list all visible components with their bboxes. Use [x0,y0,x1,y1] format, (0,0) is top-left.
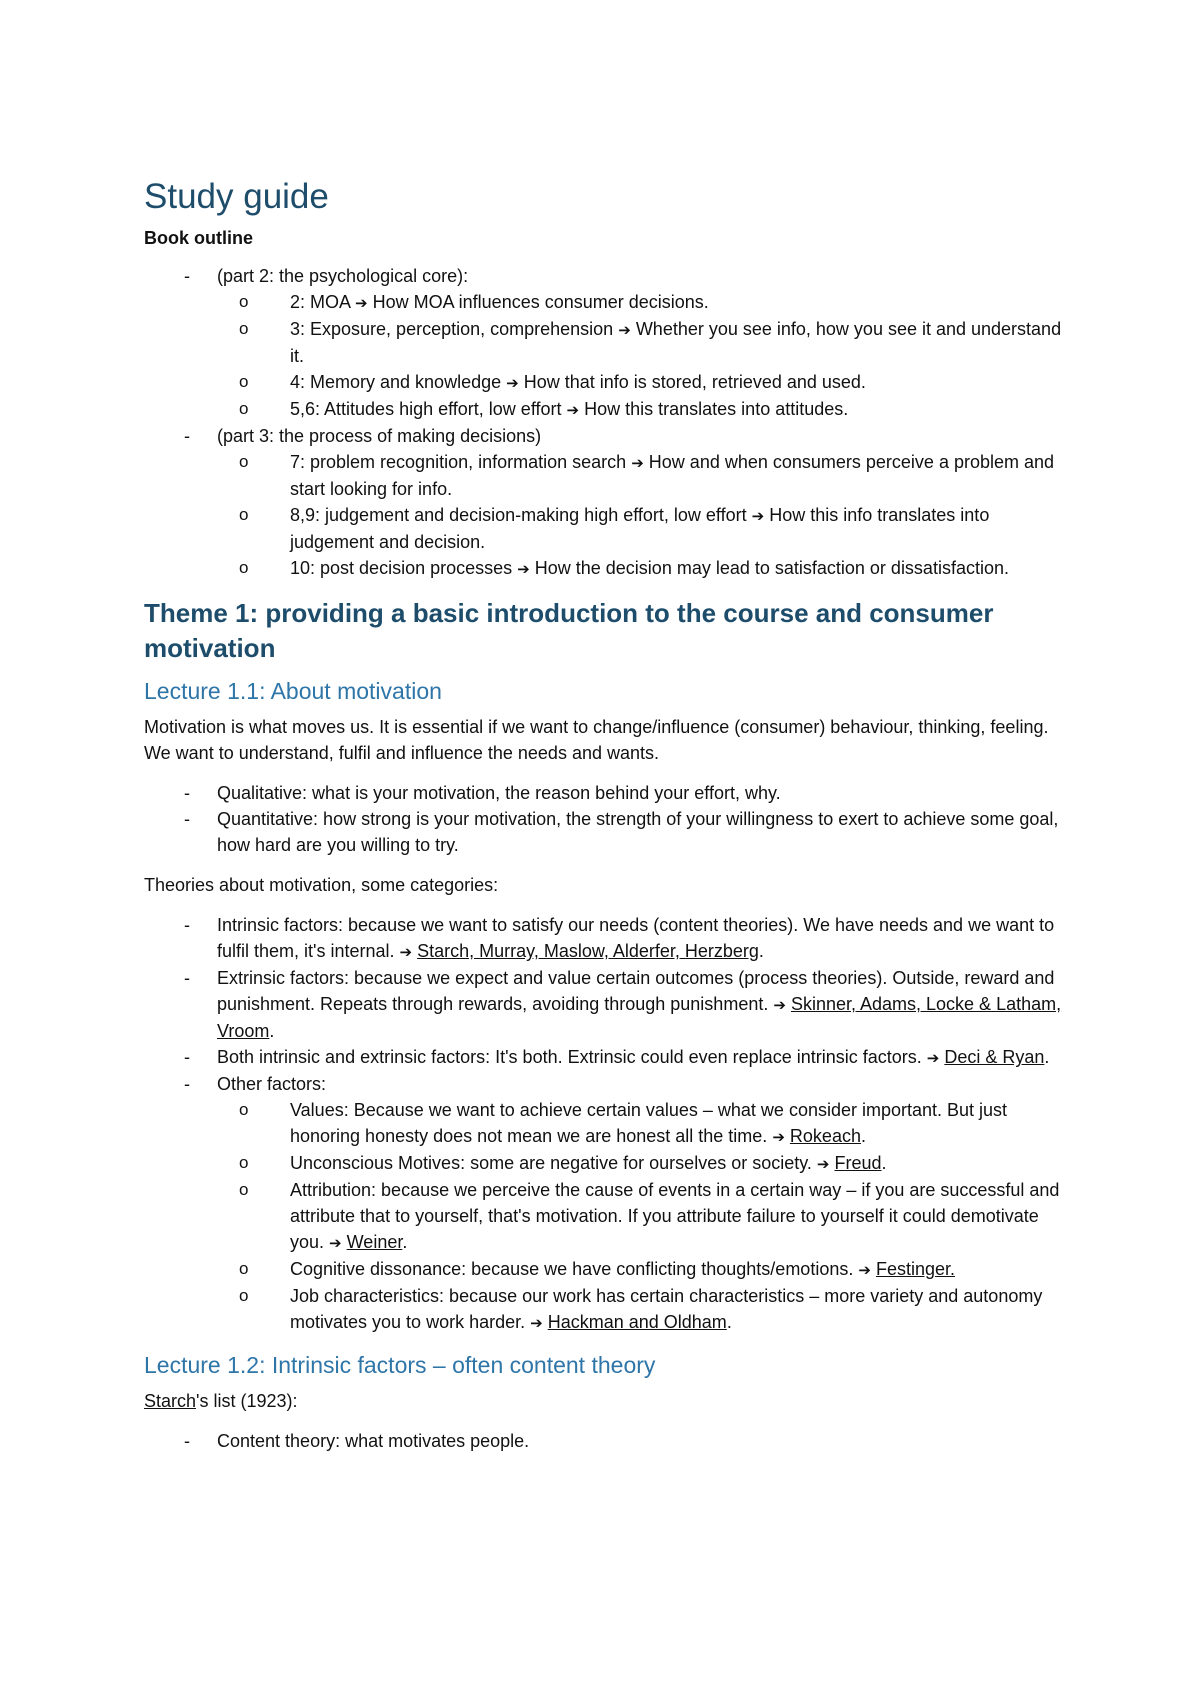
list-item [217,1150,1064,1177]
factor-text: Extrinsic factors: because we expect and value certain outcomes (process theories). Outside, reward and punishment. Repeats through rewards, avoiding through punishment. [217,968,1055,1015]
document-title: Study guide [144,177,329,216]
list-item [144,912,1064,965]
list-item [217,369,1064,396]
list-item [217,555,1064,582]
author-reference: Freud [834,1153,882,1174]
dash-bullet: - [184,266,190,287]
trailing-punctuation: . [860,1126,866,1147]
book-outline-list [144,263,1064,582]
trailing-punctuation: . [402,1232,408,1253]
dash-bullet: - [184,1047,190,1068]
arrow-icon: ➔ [926,1049,940,1068]
arrow-icon: ➔ [618,321,631,340]
lecture-1-1-intro: Motivation is what moves us. It is essential if we want to change/influence (consumer) behaviour, thinking, feeling. We want to understand, fulfil and influence the needs and wants. [144,717,1049,764]
list-item [217,1177,1064,1256]
chapter-description: How this translates into attitudes. [584,399,849,420]
arrow-icon: ➔ [517,560,530,579]
dash-bullet: - [184,1431,190,1452]
author-reference: Skinner, Adams, Locke & Latham, Vroom [217,994,1062,1042]
list-item [144,965,1064,1044]
theme-1-heading: Theme 1: providing a basic introduction to the course and consumer motivation [144,598,994,664]
bullet-text: Qualitative: what is your motivation, the reason behind your effort, why. [217,783,781,804]
list-item [217,1256,1064,1283]
circle-bullet: o [239,1259,249,1279]
circle-bullet: o [239,1180,249,1200]
list-item [144,263,1064,423]
factor-text: Attribution: because we perceive the cause of events in a certain way – if you are successful and attribute that to yourself, that's motivation. If you attribute failure to yourself it could demotivate you. [290,1180,1060,1253]
author-reference: Deci & Ryan [944,1047,1045,1068]
list-item [144,806,1064,858]
list-item [144,1428,1064,1454]
outline-sublist [217,449,1064,582]
list-item [217,396,1064,423]
trailing-punctuation: . [758,941,764,962]
arrow-icon: ➔ [566,401,580,420]
chapter-description: How this info translates into judgement and decision. [290,505,990,553]
arrow-icon: ➔ [858,1261,871,1280]
chapter-description: How the decision may lead to satisfaction or dissatisfaction. [534,558,1009,579]
circle-bullet: o [239,292,249,312]
arrow-icon: ➔ [772,1128,785,1147]
factor-text: Unconscious Motives: some are negative for ourselves or society. [290,1153,812,1174]
factor-text: Job characteristics: because our work has certain characteristics – more variety and autonomy motivates you to work harder. [290,1286,1043,1333]
circle-bullet: o [239,399,249,419]
chapter-label: 7: problem recognition, information search [290,452,627,473]
author-reference: Rokeach [789,1126,861,1147]
lecture-1-1-heading: Lecture 1.1: About motivation [144,678,442,705]
starch-list-intro [144,1388,1064,1414]
circle-bullet: o [239,558,249,578]
author-reference: Starch [144,1391,197,1412]
author-reference: Starch, Murray, Maslow, Alderfer, Herzberg [417,941,759,962]
arrow-icon: ➔ [751,507,765,526]
chapter-label: 4: Memory and knowledge [290,372,502,393]
factor-text: Both intrinsic and extrinsic factors: It's both. Extrinsic could even replace intrinsic factors. [217,1047,922,1068]
arrow-icon: ➔ [816,1155,830,1174]
book-outline-heading: Book outline [144,228,253,248]
list-item [217,316,1064,369]
chapter-label: 5,6: Attitudes high effort, low effort [290,399,562,420]
circle-bullet: o [239,372,249,392]
chapter-label: 2: MOA [290,292,351,313]
content-theory-list [144,1428,1064,1454]
theories-intro: Theories about motivation, some categories: [144,875,499,896]
chapter-description: Whether you see info, how you see it and understand it. [290,319,1062,367]
author-reference: Weiner [346,1232,403,1253]
list-item [144,423,1064,582]
outline-part-label: (part 3: the process of making decisions) [217,426,542,447]
dash-bullet: - [184,809,190,830]
other-factors-label: Other factors: [217,1074,327,1095]
chapter-label: 10: post decision processes [290,558,513,579]
starch-list-label: 's list (1923): [196,1391,298,1412]
dash-bullet: - [184,783,190,804]
author-reference: Festinger. [875,1259,955,1280]
circle-bullet: o [239,452,249,472]
document-page [144,176,1064,1468]
chapter-label: 3: Exposure, perception, comprehension [290,319,614,340]
chapter-description: How MOA influences consumer decisions. [372,292,709,313]
other-factors-sublist [217,1097,1064,1336]
dash-bullet: - [184,968,190,989]
list-item [144,1044,1064,1071]
arrow-icon: ➔ [773,996,786,1015]
outline-sublist [217,289,1064,423]
bullet-text: Quantitative: how strong is your motivation, the strength of your willingness to exert to achieve some goal, how hard are you willing to try. [217,809,1059,856]
list-item [144,780,1064,806]
author-reference: Hackman and Oldham [547,1312,727,1333]
list-item [217,449,1064,502]
outline-part-label: (part 2: the psychological core): [217,266,469,287]
theory-categories-list [144,912,1064,1336]
factor-text: Intrinsic factors: because we want to satisfy our needs (content theories). We have needs and we want to fulfil them, it's internal. [217,915,1055,962]
trailing-punctuation: . [726,1312,732,1333]
motivation-types-list [144,780,1064,858]
bullet-text: Content theory: what motivates people. [217,1431,530,1452]
list-item [217,1097,1064,1150]
chapter-description: How that info is stored, retrieved and used. [523,372,866,393]
chapter-label: 8,9: judgement and decision-making high effort, low effort [290,505,747,526]
arrow-icon: ➔ [399,943,413,962]
arrow-icon: ➔ [329,1234,342,1253]
arrow-icon: ➔ [355,294,368,313]
dash-bullet: - [184,915,190,936]
circle-bullet: o [239,1286,249,1306]
circle-bullet: o [239,1100,249,1120]
arrow-icon: ➔ [631,454,644,473]
circle-bullet: o [239,319,249,339]
factor-text: Cognitive dissonance: because we have conflicting thoughts/emotions. [290,1259,854,1280]
list-item [144,1071,1064,1336]
list-item [217,1283,1064,1336]
trailing-punctuation: . [269,1021,275,1042]
dash-bullet: - [184,426,190,447]
lecture-1-2-heading: Lecture 1.2: Intrinsic factors – often content theory [144,1352,656,1379]
circle-bullet: o [239,505,249,525]
circle-bullet: o [239,1153,249,1173]
list-item [217,502,1064,555]
list-item [217,289,1064,316]
dash-bullet: - [184,1074,190,1095]
chapter-description: How and when consumers perceive a problem and start looking for info. [290,452,1055,500]
arrow-icon: ➔ [506,374,519,393]
arrow-icon: ➔ [530,1314,543,1333]
trailing-punctuation: . [881,1153,887,1174]
factor-text: Values: Because we want to achieve certain values – what we consider important. But just honoring honesty does not mean we are honest all the time. [290,1100,1008,1147]
trailing-punctuation: . [1044,1047,1050,1068]
